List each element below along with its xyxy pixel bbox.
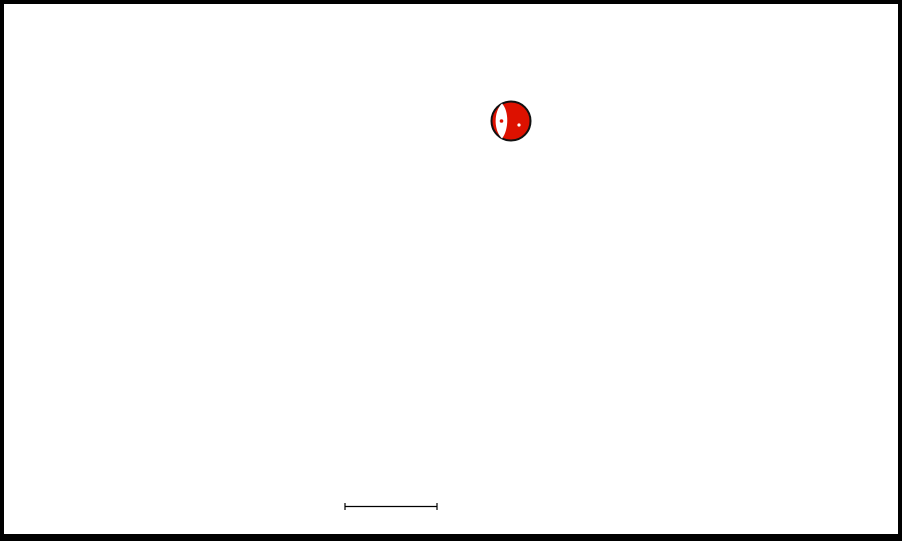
best-fit-solution-panel xyxy=(486,16,666,158)
decomposition-panel xyxy=(486,86,666,158)
misfit-legend xyxy=(435,508,440,518)
focal-mechanism-beachball-icon xyxy=(488,98,534,144)
station-map xyxy=(657,214,902,526)
time-scale-bar xyxy=(344,502,438,512)
misfit-reduction-chart xyxy=(656,52,901,212)
